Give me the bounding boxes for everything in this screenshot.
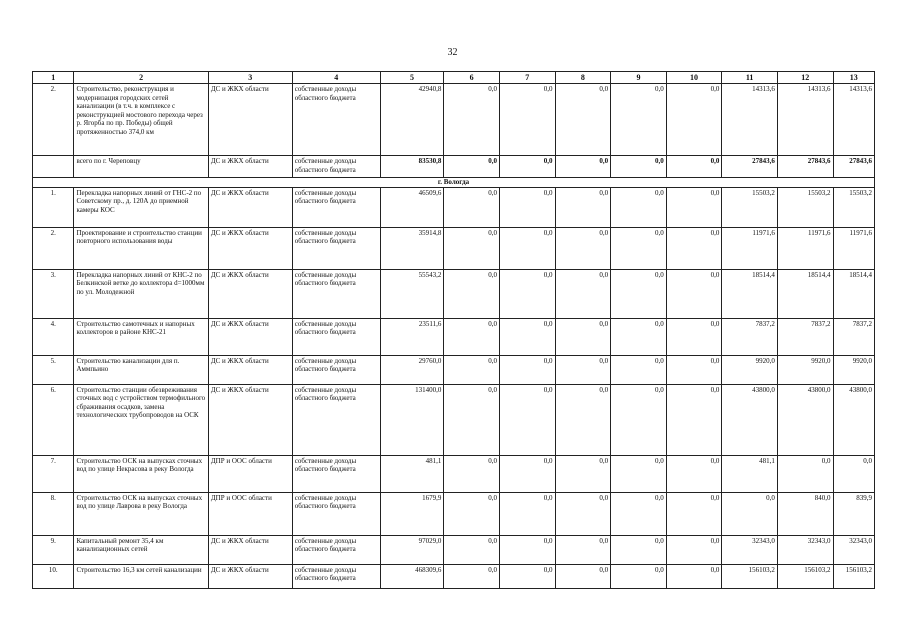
table-row: [33, 318, 875, 355]
amount-cell: 1679,9: [380, 492, 444, 535]
amount-cell: 0,0: [611, 355, 667, 384]
amount-cell: 0,0: [611, 269, 667, 318]
amount-cell: 0,0: [499, 156, 555, 178]
amount-cell: 0,0: [444, 318, 500, 355]
amount-cell: 0,0: [666, 535, 722, 564]
city-section-row: [33, 178, 875, 188]
row-number-cell: 2.: [33, 227, 74, 269]
amount-cell: 15503,2: [833, 187, 874, 227]
amount-cell: 0,0: [499, 564, 555, 588]
amount-cell: 0,0: [611, 535, 667, 564]
row-number-cell: 3.: [33, 269, 74, 318]
column-header: 3: [208, 72, 292, 84]
column-header: 1: [33, 72, 74, 84]
amount-cell: 0,0: [499, 535, 555, 564]
row-number-cell: 7.: [33, 455, 74, 492]
department-cell: ДС и ЖКХ области: [208, 227, 292, 269]
amount-cell: 0,0: [611, 564, 667, 588]
project-name-cell: всего по г. Череповцу: [74, 156, 208, 178]
amount-cell: 15503,2: [722, 187, 778, 227]
amount-cell: 0,0: [444, 355, 500, 384]
amount-cell: 0,0: [499, 227, 555, 269]
amount-cell: 0,0: [611, 455, 667, 492]
amount-cell: 0,0: [499, 492, 555, 535]
amount-cell: 0,0: [777, 455, 833, 492]
column-header: 10: [666, 72, 722, 84]
amount-cell: 0,0: [444, 455, 500, 492]
column-header-row: [33, 72, 875, 84]
amount-cell: 0,0: [611, 227, 667, 269]
amount-cell: 7837,2: [777, 318, 833, 355]
funding-source-cell: собственные доходы областного бюджета: [292, 535, 380, 564]
column-header: 2: [74, 72, 208, 84]
funding-source-cell: собственные доходы областного бюджета: [292, 318, 380, 355]
budget-table: [32, 71, 875, 589]
table-row: [33, 384, 875, 455]
amount-cell: 0,0: [666, 187, 722, 227]
amount-cell: 0,0: [611, 156, 667, 178]
amount-cell: 0,0: [555, 156, 611, 178]
row-number-cell: 9.: [33, 535, 74, 564]
row-number-cell: 4.: [33, 318, 74, 355]
amount-cell: 156103,2: [777, 564, 833, 588]
amount-cell: 0,0: [555, 269, 611, 318]
amount-cell: 0,0: [666, 156, 722, 178]
amount-cell: 481,1: [722, 455, 778, 492]
amount-cell: 0,0: [611, 384, 667, 455]
project-name-cell: Строительство ОСК на выпусках сточных вод по улице Некрасова в реку Вологда: [74, 455, 208, 492]
department-cell: ДС и ЖКХ области: [208, 187, 292, 227]
funding-source-cell: собственные доходы областного бюджета: [292, 269, 380, 318]
table-row: [33, 355, 875, 384]
amount-cell: 14313,6: [833, 84, 874, 156]
amount-cell: 0,0: [499, 384, 555, 455]
amount-cell: 42940,8: [380, 84, 444, 156]
amount-cell: 0,0: [499, 187, 555, 227]
amount-cell: 0,0: [555, 84, 611, 156]
amount-cell: 840,0: [777, 492, 833, 535]
amount-cell: 27843,6: [833, 156, 874, 178]
amount-cell: 0,0: [611, 318, 667, 355]
amount-cell: 0,0: [444, 156, 500, 178]
amount-cell: 0,0: [722, 492, 778, 535]
amount-cell: 0,0: [666, 355, 722, 384]
amount-cell: 0,0: [444, 227, 500, 269]
department-cell: ДС и ЖКХ области: [208, 355, 292, 384]
table-row: [33, 269, 875, 318]
funding-source-cell: собственные доходы областного бюджета: [292, 492, 380, 535]
department-cell: ДПР и ООС области: [208, 455, 292, 492]
amount-cell: 0,0: [555, 227, 611, 269]
department-cell: ДС и ЖКХ области: [208, 318, 292, 355]
amount-cell: 0,0: [666, 318, 722, 355]
amount-cell: 0,0: [666, 84, 722, 156]
amount-cell: 0,0: [555, 535, 611, 564]
amount-cell: 0,0: [555, 318, 611, 355]
amount-cell: 27843,6: [777, 156, 833, 178]
column-header: 4: [292, 72, 380, 84]
column-header: 6: [444, 72, 500, 84]
project-name-cell: Строительство станции обезвреживания сточных вод с устройством термофильного сбраживания осадков, замена технологических трубопроводов на ОСК: [74, 384, 208, 455]
project-name-cell: Строительство, реконструкция и модернизация городских сетей канализации (в т.ч. в комплексе с реконструкцией мостового перехода через р. Ягорба по пр. Победы) общей протяженностью 374,0 км: [74, 84, 208, 156]
city-heading: г. Вологда: [33, 178, 875, 188]
funding-source-cell: собственные доходы областного бюджета: [292, 355, 380, 384]
amount-cell: 0,0: [666, 564, 722, 588]
table-row: [33, 455, 875, 492]
column-header: 13: [833, 72, 874, 84]
amount-cell: 0,0: [555, 384, 611, 455]
amount-cell: 97029,0: [380, 535, 444, 564]
funding-source-cell: собственные доходы областного бюджета: [292, 455, 380, 492]
amount-cell: 83530,8: [380, 156, 444, 178]
amount-cell: 15503,2: [777, 187, 833, 227]
department-cell: ДС и ЖКХ области: [208, 564, 292, 588]
funding-source-cell: собственные доходы областного бюджета: [292, 564, 380, 588]
department-cell: ДС и ЖКХ области: [208, 535, 292, 564]
amount-cell: 43800,0: [722, 384, 778, 455]
project-name-cell: Капитальный ремонт 35,4 км канализационных сетей: [74, 535, 208, 564]
amount-cell: 0,0: [555, 564, 611, 588]
amount-cell: 55543,2: [380, 269, 444, 318]
amount-cell: 0,0: [499, 84, 555, 156]
amount-cell: 43800,0: [833, 384, 874, 455]
funding-source-cell: собственные доходы областного бюджета: [292, 227, 380, 269]
amount-cell: 32343,0: [722, 535, 778, 564]
amount-cell: 18514,4: [833, 269, 874, 318]
amount-cell: 0,0: [833, 455, 874, 492]
table-row: [33, 564, 875, 588]
amount-cell: 14313,6: [777, 84, 833, 156]
row-number-cell: 10.: [33, 564, 74, 588]
column-header: 5: [380, 72, 444, 84]
column-header: 12: [777, 72, 833, 84]
table-row: [33, 492, 875, 535]
amount-cell: 0,0: [666, 455, 722, 492]
amount-cell: 7837,2: [722, 318, 778, 355]
amount-cell: 0,0: [611, 84, 667, 156]
row-number-cell: 5.: [33, 355, 74, 384]
amount-cell: 0,0: [499, 318, 555, 355]
amount-cell: 0,0: [499, 455, 555, 492]
amount-cell: 9920,0: [833, 355, 874, 384]
amount-cell: 46509,6: [380, 187, 444, 227]
department-cell: ДС и ЖКХ области: [208, 269, 292, 318]
project-name-cell: Перекладка напорных линий от ГНС-2 по Советскому пр., д. 120А до приемной камеры КОС: [74, 187, 208, 227]
amount-cell: 468309,6: [380, 564, 444, 588]
amount-cell: 481,1: [380, 455, 444, 492]
amount-cell: 23511,6: [380, 318, 444, 355]
amount-cell: 0,0: [666, 384, 722, 455]
project-name-cell: Перекладка напорных линий от КНС-2 по Белкинской ветке до коллектора d=1000мм по ул. Молодежной: [74, 269, 208, 318]
department-cell: ДС и ЖКХ области: [208, 84, 292, 156]
amount-cell: 156103,2: [722, 564, 778, 588]
funding-source-cell: собственные доходы областного бюджета: [292, 84, 380, 156]
department-cell: ДС и ЖКХ области: [208, 384, 292, 455]
amount-cell: 35914,8: [380, 227, 444, 269]
amount-cell: 0,0: [666, 492, 722, 535]
table-row: [33, 84, 875, 156]
amount-cell: 0,0: [499, 269, 555, 318]
amount-cell: 156103,2: [833, 564, 874, 588]
amount-cell: 29760,0: [380, 355, 444, 384]
amount-cell: 0,0: [444, 535, 500, 564]
amount-cell: 0,0: [444, 269, 500, 318]
amount-cell: 0,0: [555, 187, 611, 227]
amount-cell: 9920,0: [722, 355, 778, 384]
amount-cell: 0,0: [555, 455, 611, 492]
amount-cell: 0,0: [611, 187, 667, 227]
amount-cell: 0,0: [555, 355, 611, 384]
amount-cell: 18514,4: [722, 269, 778, 318]
amount-cell: 0,0: [444, 492, 500, 535]
column-header: 9: [611, 72, 667, 84]
amount-cell: 43800,0: [777, 384, 833, 455]
amount-cell: 0,0: [444, 187, 500, 227]
project-name-cell: Проектирование и строительство станции повторного использования воды: [74, 227, 208, 269]
column-header: 11: [722, 72, 778, 84]
column-header: 8: [555, 72, 611, 84]
amount-cell: 14313,6: [722, 84, 778, 156]
amount-cell: 32343,0: [833, 535, 874, 564]
amount-cell: 131400,0: [380, 384, 444, 455]
project-name-cell: Строительство 16,3 км сетей канализации: [74, 564, 208, 588]
amount-cell: 0,0: [611, 492, 667, 535]
amount-cell: 7837,2: [833, 318, 874, 355]
amount-cell: 0,0: [555, 492, 611, 535]
amount-cell: 839,9: [833, 492, 874, 535]
funding-source-cell: собственные доходы областного бюджета: [292, 156, 380, 178]
amount-cell: 18514,4: [777, 269, 833, 318]
table-row: [33, 227, 875, 269]
amount-cell: 11971,6: [777, 227, 833, 269]
row-number-cell: 1.: [33, 187, 74, 227]
project-name-cell: Строительство самотечных и напорных коллекторов в районе КНС-21: [74, 318, 208, 355]
row-number-cell: 8.: [33, 492, 74, 535]
amount-cell: 0,0: [666, 269, 722, 318]
amount-cell: 27843,6: [722, 156, 778, 178]
table-row: [33, 187, 875, 227]
row-number-cell: 6.: [33, 384, 74, 455]
row-number-cell: [33, 156, 74, 178]
funding-source-cell: собственные доходы областного бюджета: [292, 384, 380, 455]
amount-cell: 9920,0: [777, 355, 833, 384]
amount-cell: 0,0: [444, 84, 500, 156]
amount-cell: 11971,6: [833, 227, 874, 269]
department-cell: ДС и ЖКХ области: [208, 156, 292, 178]
table-body: [33, 72, 875, 589]
row-number-cell: 2.: [33, 84, 74, 156]
amount-cell: 32343,0: [777, 535, 833, 564]
table-row: [33, 535, 875, 564]
project-name-cell: Строительство ОСК на выпусках сточных вод по улице Лаврова в реку Вологда: [74, 492, 208, 535]
department-cell: ДПР и ООС области: [208, 492, 292, 535]
total-row: [33, 156, 875, 178]
project-name-cell: Строительство канализации для п. Аммпьино: [74, 355, 208, 384]
amount-cell: 0,0: [666, 227, 722, 269]
column-header: 7: [499, 72, 555, 84]
amount-cell: 11971,6: [722, 227, 778, 269]
funding-source-cell: собственные доходы областного бюджета: [292, 187, 380, 227]
page-number: 32: [447, 47, 458, 58]
amount-cell: 0,0: [444, 384, 500, 455]
amount-cell: 0,0: [499, 355, 555, 384]
amount-cell: 0,0: [444, 564, 500, 588]
